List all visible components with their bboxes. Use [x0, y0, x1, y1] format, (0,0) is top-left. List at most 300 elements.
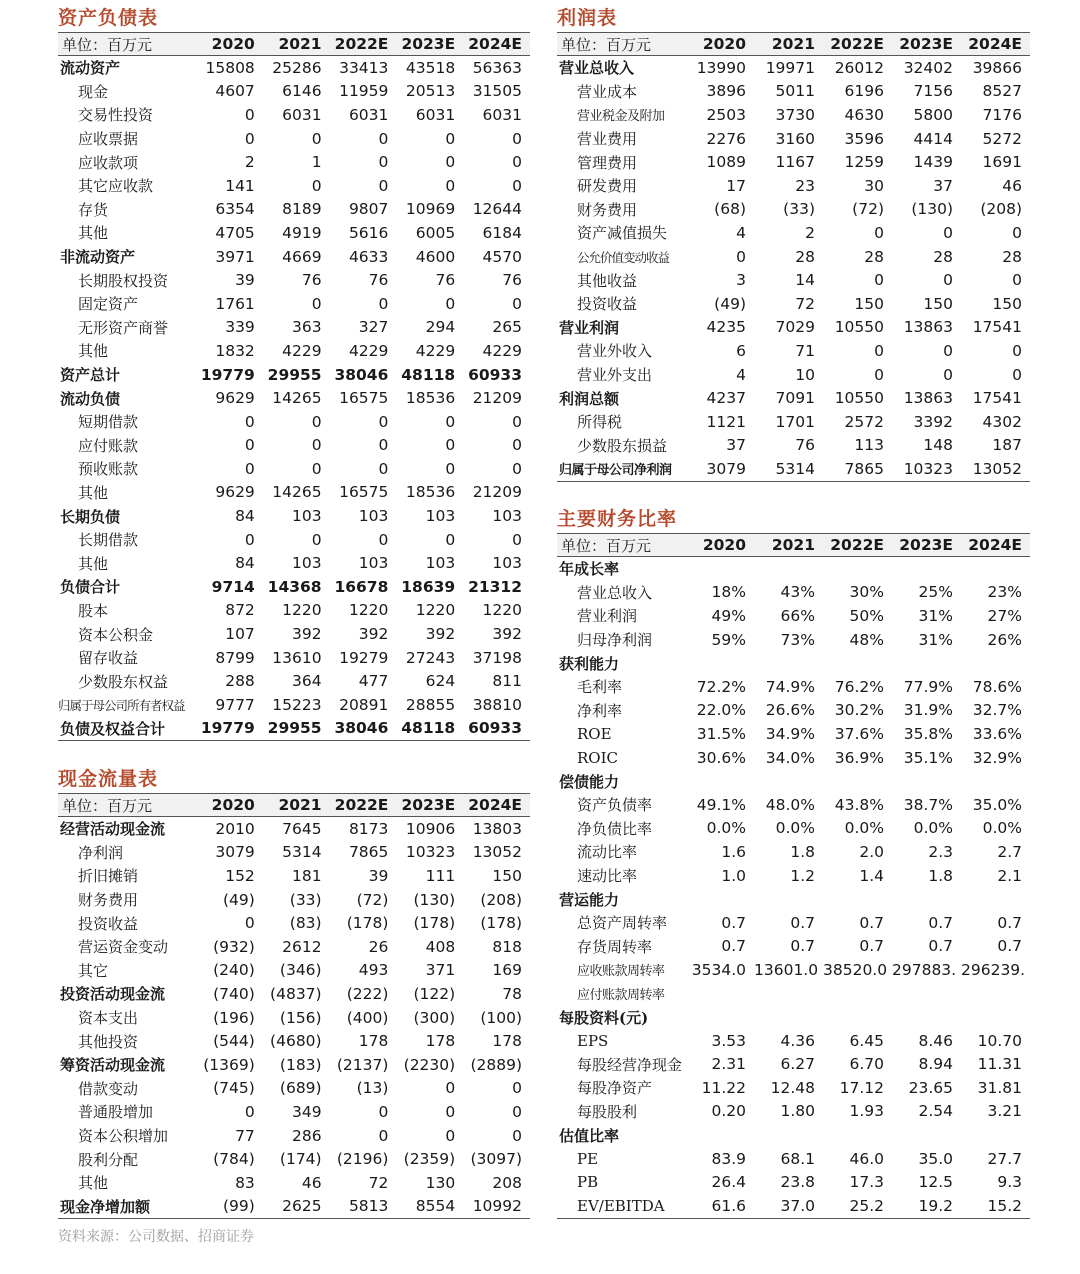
table-row — [58, 292, 530, 316]
row-label: 净利润 — [78, 843, 124, 862]
table-row — [58, 622, 530, 646]
row-label: 每股净资产 — [577, 1079, 653, 1098]
cell-value: 1 — [311, 153, 322, 172]
cell-value: (400) — [346, 1008, 389, 1027]
cell-value: 6.70 — [849, 1055, 884, 1074]
row-label: 负债合计 — [60, 578, 121, 597]
cell-value: 10.70 — [977, 1031, 1022, 1050]
cell-value: 187 — [992, 436, 1022, 455]
cell-value — [892, 982, 961, 1006]
cell-value: 17541 — [972, 389, 1022, 408]
row-label: 长期借款 — [78, 531, 139, 550]
year-header: 2021 — [263, 794, 330, 817]
cell-value: 392 — [358, 625, 389, 644]
cell-value: 84 — [235, 507, 255, 526]
cell-value: 19971 — [765, 58, 815, 77]
cell-value: (72) — [852, 200, 884, 219]
table-row — [58, 717, 530, 741]
cell-value: 4919 — [282, 223, 322, 242]
row-label: 营业利润 — [577, 607, 638, 626]
cash-flow-table — [58, 793, 530, 1219]
cell-value: 29955 — [267, 365, 322, 384]
cell-value: 0 — [244, 129, 255, 148]
cell-value: (183) — [279, 1055, 322, 1074]
cell-value: (1369) — [203, 1055, 255, 1074]
cell-value: 1089 — [706, 153, 746, 172]
cell-value: 11.22 — [701, 1078, 746, 1097]
row-label: 所得税 — [577, 413, 623, 432]
cell-value: 12644 — [472, 200, 522, 219]
cell-value: (178) — [346, 914, 389, 933]
cell-value: 4229 — [282, 341, 322, 360]
table-row — [58, 841, 530, 865]
cell-value — [685, 887, 754, 911]
cell-value: 103 — [425, 507, 456, 526]
cell-value: 1.2 — [790, 866, 815, 885]
cell-value: (4680) — [270, 1032, 322, 1051]
cell-value — [754, 651, 823, 675]
table-row — [58, 669, 530, 693]
row-label: 折旧摊销 — [78, 867, 139, 886]
table-row — [557, 769, 1030, 793]
cell-value: (33) — [289, 890, 322, 909]
cell-value: 13990 — [696, 58, 746, 77]
cell-value: 363 — [292, 318, 322, 337]
row-label: 每股经营净现金 — [577, 1055, 683, 1074]
cell-value: 6005 — [415, 223, 456, 242]
table-row — [557, 722, 1030, 746]
cell-value: 9714 — [211, 577, 255, 596]
cell-value: 15808 — [205, 58, 255, 77]
row-label: 流动比率 — [577, 843, 638, 862]
cell-value: 18639 — [401, 577, 456, 596]
table-row — [557, 198, 1030, 222]
cell-value — [754, 1123, 823, 1147]
balance-sheet-table — [58, 32, 530, 741]
row-label: 净利率 — [577, 701, 623, 720]
row-label: 借款变动 — [78, 1079, 139, 1098]
cell-value: 4633 — [348, 247, 389, 266]
year-header: 2024E — [961, 33, 1030, 56]
cell-value: (13) — [356, 1079, 389, 1098]
cell-value: 0.0% — [982, 819, 1022, 838]
cell-value: 1220 — [282, 601, 322, 620]
cell-value: 294 — [425, 318, 456, 337]
row-label: 长期股权投资 — [78, 271, 169, 290]
cell-value: 7865 — [348, 843, 389, 862]
cell-value: 39 — [368, 866, 389, 885]
row-label: 留存收益 — [78, 649, 139, 668]
cell-value: 103 — [492, 507, 522, 526]
cell-value: 0 — [378, 129, 389, 148]
cell-value: 5813 — [330, 1195, 397, 1219]
row-label: 其他 — [78, 483, 109, 502]
cell-value: 35.8% — [903, 724, 953, 743]
row-label: 固定资产 — [78, 295, 139, 314]
cell-value — [961, 982, 1030, 1006]
table-row — [58, 386, 530, 410]
cell-value: 13610 — [272, 648, 322, 667]
table-header-row — [557, 33, 1030, 56]
cell-value: 4235 — [706, 318, 746, 337]
cell-value: 10906 — [405, 819, 456, 838]
cell-value: 15223 — [272, 695, 322, 714]
cell-value: 37.0 — [754, 1194, 823, 1218]
cell-value — [961, 769, 1030, 793]
table-row — [557, 982, 1030, 1006]
row-label: 应收票据 — [78, 130, 139, 149]
cell-value: 8.46 — [918, 1031, 953, 1050]
cell-value: 48.0% — [765, 795, 815, 814]
cell-value: 33.6% — [972, 724, 1022, 743]
cell-value: 5272 — [982, 129, 1022, 148]
cell-value: 2.31 — [711, 1055, 746, 1074]
cell-value: 0 — [512, 1079, 522, 1098]
cell-value: (222) — [346, 984, 389, 1003]
cell-value: 35.0 — [918, 1149, 953, 1168]
table-row — [58, 127, 530, 151]
cell-value: 4630 — [844, 105, 884, 124]
table-row — [557, 56, 1030, 80]
cell-value: 76 — [502, 271, 522, 290]
cell-value: 1.8 — [790, 842, 815, 861]
table-row — [557, 1100, 1030, 1124]
table-row — [58, 174, 530, 198]
cell-value: 2612 — [282, 937, 322, 956]
table-row — [58, 864, 530, 888]
cell-value: (784) — [213, 1150, 255, 1169]
cell-value — [823, 557, 892, 581]
row-label: 营业外收入 — [577, 342, 653, 361]
cell-value: 7029 — [775, 318, 815, 337]
cell-value: (3097) — [470, 1150, 522, 1169]
cell-value: 818 — [492, 937, 522, 956]
row-label: 营业税金及附加 — [577, 109, 665, 125]
cell-value: 1220 — [348, 601, 389, 620]
row-label: 现金净增加额 — [58, 1195, 196, 1219]
cell-value: (174) — [279, 1150, 322, 1169]
table-row — [557, 628, 1030, 652]
cell-value: 152 — [225, 866, 255, 885]
cell-value: 32.9% — [972, 748, 1022, 767]
cell-value: (745) — [213, 1079, 255, 1098]
cell-value: 43.8% — [834, 795, 884, 814]
cell-value: 0 — [378, 294, 389, 313]
cell-value: 37 — [933, 176, 953, 195]
table-row — [58, 221, 530, 245]
table-row — [58, 481, 530, 505]
cell-value: 49.1% — [696, 795, 746, 814]
cell-value: 7156 — [913, 82, 953, 101]
cell-value: 1220 — [415, 601, 456, 620]
cell-value: 1.80 — [780, 1102, 815, 1121]
table-row — [557, 434, 1030, 458]
table-row — [58, 457, 530, 481]
cell-value: 1439 — [913, 153, 953, 172]
cell-value: 50% — [849, 606, 884, 625]
cell-value: 10323 — [405, 843, 456, 862]
cell-value: 1761 — [215, 294, 255, 313]
row-label: 其他收益 — [577, 271, 638, 290]
cell-value: 46.0 — [849, 1149, 884, 1168]
cell-value: 0.7 — [997, 913, 1022, 932]
row-label: 应付账款周转率 — [577, 987, 665, 1003]
cell-value: 36.9% — [834, 748, 884, 767]
row-label: 流动负债 — [60, 389, 121, 408]
cell-value: 10 — [795, 365, 815, 384]
cell-value — [685, 982, 754, 1006]
cell-value: 2 — [805, 223, 815, 242]
table-row — [58, 888, 530, 912]
cell-value: 9777 — [215, 695, 255, 714]
unit-label: 单位：百万元 — [557, 33, 685, 56]
cell-value: 56363 — [472, 58, 522, 77]
cell-value: 30.6% — [696, 748, 746, 767]
row-label: PE — [577, 1149, 599, 1168]
cell-value: 148 — [923, 436, 953, 455]
cell-value: 39 — [235, 271, 255, 290]
cell-value: 16678 — [334, 577, 389, 596]
table-row — [58, 693, 530, 717]
row-label: 营运资金变动 — [78, 938, 169, 957]
year-header: 2022E — [330, 33, 397, 56]
row-label: 营业总收入 — [559, 59, 635, 78]
cell-value: 103 — [492, 554, 522, 573]
cell-value: 16575 — [339, 483, 389, 502]
cell-value: 0 — [378, 459, 389, 478]
cell-value: 10323 — [892, 457, 961, 481]
cell-value: 27243 — [405, 648, 456, 667]
cell-value: 0 — [378, 436, 389, 455]
row-label: 资本支出 — [78, 1009, 139, 1028]
cell-value: 23% — [987, 583, 1022, 602]
row-label: 非流动资产 — [60, 248, 136, 267]
cell-value: 9807 — [348, 200, 389, 219]
cell-value: 30% — [849, 583, 884, 602]
cell-value: 11.31 — [977, 1055, 1022, 1074]
cell-value: 28 — [795, 247, 815, 266]
cell-value: 5800 — [913, 105, 953, 124]
cell-value: 8799 — [215, 648, 255, 667]
row-label: 归属于母公司所有者权益 — [58, 697, 185, 713]
row-label: 普通股增加 — [78, 1103, 154, 1122]
cell-value — [892, 651, 961, 675]
cell-value: 35.0% — [972, 795, 1022, 814]
cell-value: 77.9% — [903, 677, 953, 696]
row-label: 总资产周转率 — [577, 914, 668, 933]
cell-value: 19779 — [196, 717, 263, 741]
year-header: 2023E — [396, 33, 463, 56]
table-row — [557, 127, 1030, 151]
cell-value: 3730 — [775, 105, 815, 124]
cell-value: 0 — [445, 459, 456, 478]
cell-value: 28 — [933, 247, 953, 266]
cell-value: 0 — [512, 294, 522, 313]
unit-label: 单位：百万元 — [58, 794, 196, 817]
row-label: 营运能力 — [559, 890, 620, 909]
cell-value: 4237 — [706, 389, 746, 408]
cell-value — [961, 557, 1030, 581]
cell-value: 6031 — [348, 105, 389, 124]
cell-value: 37.6% — [834, 724, 884, 743]
cell-value: 2503 — [706, 105, 746, 124]
cell-value: 83 — [235, 1173, 255, 1192]
row-label: 营业费用 — [577, 130, 638, 149]
cell-value: 0 — [311, 176, 322, 195]
cell-value: 72.2% — [696, 677, 746, 696]
cell-value: 1.6 — [721, 842, 746, 861]
cell-value: 31.9% — [903, 701, 953, 720]
row-label: 管理费用 — [577, 153, 638, 172]
row-label: 归母净利润 — [577, 631, 653, 650]
cell-value: 1.8 — [928, 866, 953, 885]
row-label: 资本公积增加 — [78, 1127, 169, 1146]
cell-value: 19.2 — [892, 1194, 961, 1218]
cell-value — [823, 887, 892, 911]
cell-value: 3971 — [215, 247, 255, 266]
table-row — [557, 457, 1030, 481]
table-row — [58, 817, 530, 841]
row-label: 其他 — [78, 342, 109, 361]
cell-value: 14265 — [272, 389, 322, 408]
cell-value: 0 — [512, 459, 522, 478]
cell-value: (300) — [413, 1008, 456, 1027]
balance-sheet-panel — [58, 4, 530, 741]
cell-value: 74.9% — [765, 677, 815, 696]
cell-value — [892, 1005, 961, 1029]
cell-value — [685, 1123, 754, 1147]
table-row — [58, 1171, 530, 1195]
row-label: 少数股东权益 — [78, 672, 169, 691]
cell-value: 0 — [378, 530, 389, 549]
row-label: 其他 — [78, 1174, 109, 1193]
cell-value: 0 — [445, 129, 456, 148]
cell-value: (346) — [279, 961, 322, 980]
cell-value: 2010 — [215, 819, 255, 838]
cell-value: 13601.0 — [754, 960, 819, 979]
table-row — [557, 1005, 1030, 1029]
cell-value: 107 — [225, 625, 255, 644]
table-row — [58, 268, 530, 292]
cell-value — [961, 1005, 1030, 1029]
cell-value: 0 — [736, 247, 746, 266]
table-row — [557, 103, 1030, 127]
cell-value: 4607 — [215, 82, 255, 101]
cell-value — [754, 887, 823, 911]
table-row — [557, 699, 1030, 723]
cell-value: 4414 — [913, 129, 953, 148]
cell-value: 0 — [378, 176, 389, 195]
cell-value: 4669 — [282, 247, 322, 266]
cell-value: 66% — [780, 606, 815, 625]
cell-value: 9629 — [215, 389, 255, 408]
cell-value: 0 — [244, 412, 255, 431]
table-row — [58, 1195, 530, 1219]
cell-value: (122) — [413, 984, 456, 1003]
table-row — [58, 316, 530, 340]
row-label: 少数股东损益 — [577, 436, 668, 455]
cell-value: 6196 — [844, 82, 884, 101]
cell-value: 130 — [425, 1173, 456, 1192]
cell-value: 59% — [711, 630, 746, 649]
cell-value: (740) — [213, 984, 255, 1003]
cell-value: 21312 — [468, 577, 522, 596]
cell-value: 8173 — [348, 819, 389, 838]
cell-value: 0.0% — [913, 819, 953, 838]
table-row — [557, 958, 1030, 982]
cell-value: 46 — [1002, 176, 1022, 195]
cell-value: 4570 — [482, 247, 522, 266]
cell-value: 5616 — [348, 223, 389, 242]
ratios-table — [557, 533, 1030, 1219]
cell-value: 0 — [244, 914, 255, 933]
cell-value: 34.9% — [765, 724, 815, 743]
cell-value: 0.0% — [706, 819, 746, 838]
table-row — [557, 887, 1030, 911]
table-row — [557, 316, 1030, 340]
cell-value: 0 — [512, 176, 522, 195]
cell-value: 7176 — [982, 105, 1022, 124]
cell-value: 73% — [780, 630, 815, 649]
cell-value: 4302 — [982, 412, 1022, 431]
cell-value: 0 — [512, 129, 522, 148]
row-label: 其他 — [78, 554, 109, 573]
cell-value: (130) — [911, 200, 953, 219]
cell-value: 111 — [425, 866, 456, 885]
row-label: 交易性投资 — [78, 106, 154, 125]
cell-value — [823, 769, 892, 793]
cell-value: 83.9 — [711, 1149, 746, 1168]
cell-value: 3.21 — [987, 1102, 1022, 1121]
table-row — [58, 80, 530, 104]
year-header: 2023E — [892, 33, 961, 56]
cell-value: 19779 — [200, 365, 255, 384]
cell-value: 38046 — [330, 717, 397, 741]
cell-value: 37198 — [472, 648, 522, 667]
row-label: 营业利润 — [559, 318, 620, 337]
cell-value: 0 — [244, 530, 255, 549]
year-header: 2020 — [685, 33, 754, 56]
table-row — [557, 1029, 1030, 1053]
cell-value: 0 — [943, 223, 953, 242]
row-label: 预收账款 — [78, 460, 139, 479]
cell-value: 43% — [780, 583, 815, 602]
cell-value: 21209 — [472, 389, 522, 408]
cell-value: 2 — [244, 153, 255, 172]
year-header: 2024E — [961, 534, 1030, 557]
table-row — [58, 56, 530, 80]
table-header-row — [557, 534, 1030, 557]
cell-value: 3534.0 — [691, 960, 746, 979]
cell-value: (72) — [356, 890, 389, 909]
cell-value: (2196) — [336, 1150, 389, 1169]
cell-value: 10992 — [463, 1195, 530, 1219]
table-row — [557, 80, 1030, 104]
cell-value: 150 — [992, 294, 1022, 313]
cell-value: 48118 — [396, 717, 463, 741]
cell-value: (33) — [783, 200, 815, 219]
cell-value — [823, 1005, 892, 1029]
cell-value: 39866 — [972, 58, 1022, 77]
row-label: 其它应收款 — [78, 177, 154, 196]
cell-value: 72 — [795, 294, 815, 313]
year-header: 2021 — [754, 33, 823, 56]
cell-value: 68.1 — [780, 1149, 815, 1168]
cell-value: 32402 — [903, 58, 953, 77]
table-row — [58, 1124, 530, 1148]
cell-value: 15.2 — [961, 1194, 1030, 1218]
cell-value: 0 — [311, 530, 322, 549]
